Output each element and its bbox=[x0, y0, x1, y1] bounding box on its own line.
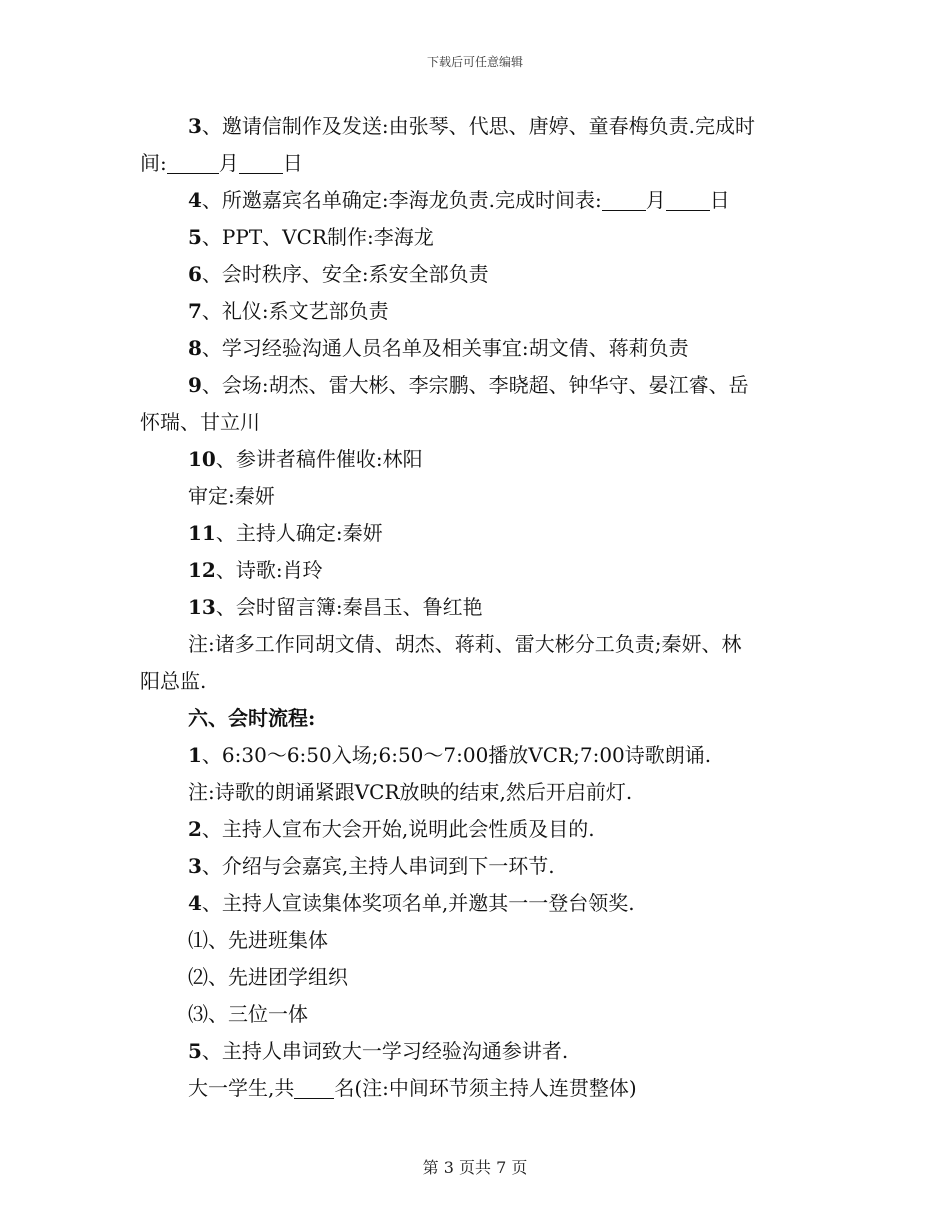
process-2 bbox=[140, 811, 810, 848]
page-footer: 第 3 页共 7 页 bbox=[422, 1158, 528, 1177]
item-text: 、礼仪:系文艺部负责 bbox=[201, 299, 389, 323]
process-1-note bbox=[140, 774, 810, 811]
process-4-sub-3: ⑶、三位一体 bbox=[188, 1002, 308, 1026]
blank-day bbox=[666, 188, 710, 211]
item-10-sub bbox=[140, 478, 810, 515]
item-10 bbox=[140, 441, 810, 478]
item-text: 、会场:胡杰、雷大彬、李宗鹏、李晓超、钟华守、晏江睿、岳 bbox=[201, 373, 749, 397]
item-text: 、PPT、VCR制作:李海龙 bbox=[201, 225, 434, 249]
item-number: 5 bbox=[188, 1039, 202, 1063]
item-number: 11 bbox=[188, 521, 216, 545]
item-number: 2 bbox=[188, 817, 202, 841]
note-line-2 bbox=[140, 663, 810, 700]
item-text: 、主持人确定:秦妍 bbox=[215, 521, 383, 545]
item-number: 12 bbox=[188, 558, 216, 582]
note-line-1 bbox=[140, 626, 810, 663]
item-number: 9 bbox=[188, 373, 202, 397]
blank-month bbox=[602, 188, 646, 211]
item-text: 月 bbox=[645, 188, 666, 212]
item-text: 月 bbox=[218, 151, 239, 175]
process-3 bbox=[140, 848, 810, 885]
item-12 bbox=[140, 552, 810, 589]
item-text: 、学习经验沟通人员名单及相关事宜:胡文倩、蒋莉负责 bbox=[201, 336, 689, 360]
item-4 bbox=[140, 182, 810, 219]
process-5 bbox=[140, 1033, 810, 1070]
item-number: 1 bbox=[188, 743, 202, 767]
page-header: 下载后可任意编辑 bbox=[426, 55, 523, 69]
item-3-line-2 bbox=[140, 145, 810, 182]
item-text: 、主持人宣读集体奖项名单,并邀其一一登台领奖. bbox=[201, 891, 635, 915]
item-text: 间: bbox=[140, 151, 167, 175]
item-13 bbox=[140, 589, 810, 626]
item-5 bbox=[140, 219, 810, 256]
item-number: 10 bbox=[188, 447, 216, 471]
blank-day bbox=[239, 151, 283, 174]
item-9-line-1 bbox=[140, 367, 810, 404]
note-text: 注:诸多工作同胡文倩、胡杰、蒋莉、雷大彬分工负责;秦妍、林 bbox=[188, 632, 742, 656]
item-text: 、介绍与会嘉宾,主持人串词到下一环节. bbox=[201, 854, 555, 878]
item-text: 大一学生,共 bbox=[188, 1076, 295, 1100]
item-number: 3 bbox=[188, 854, 202, 878]
item-number: 7 bbox=[188, 299, 202, 323]
item-number: 3 bbox=[188, 114, 202, 138]
item-3-line-1 bbox=[140, 108, 810, 145]
item-9-line-2 bbox=[140, 404, 810, 441]
process-1 bbox=[140, 737, 810, 774]
item-text: 、所邀嘉宾名单确定:李海龙负责.完成时间表: bbox=[201, 188, 602, 212]
document-body bbox=[140, 108, 810, 1107]
process-4-sub-1: ⑴、先进班集体 bbox=[188, 928, 328, 952]
note-text: 阳总监. bbox=[140, 669, 207, 693]
item-number: 4 bbox=[188, 188, 202, 212]
item-text: 、参讲者稿件催收:林阳 bbox=[215, 447, 423, 471]
item-number: 5 bbox=[188, 225, 202, 249]
item-number: 8 bbox=[188, 336, 202, 360]
item-text: 、主持人串词致大一学习经验沟通参讲者. bbox=[201, 1039, 569, 1063]
item-text: 、诗歌:肖玲 bbox=[215, 558, 323, 582]
item-7 bbox=[140, 293, 810, 330]
item-text: 日 bbox=[709, 188, 730, 212]
process-4 bbox=[140, 885, 810, 922]
item-text: 、主持人宣布大会开始,说明此会性质及目的. bbox=[201, 817, 595, 841]
item-6 bbox=[140, 256, 810, 293]
item-text: 审定:秦妍 bbox=[188, 484, 275, 508]
process-5-detail bbox=[140, 1070, 810, 1107]
note-text: 注:诗歌的朗诵紧跟VCR放映的结束,然后开启前灯. bbox=[188, 780, 633, 804]
item-text: 、会时留言簿:秦昌玉、鲁红艳 bbox=[215, 595, 483, 619]
item-11 bbox=[140, 515, 810, 552]
process-4-sub-2: ⑵、先进团学组织 bbox=[188, 965, 348, 989]
blank-count bbox=[294, 1076, 334, 1099]
section-heading: 六、会时流程: bbox=[188, 706, 316, 730]
item-text: 、6:30～6:50入场;6:50～7:00播放VCR;7:00诗歌朗诵. bbox=[201, 743, 712, 767]
item-number: 13 bbox=[188, 595, 216, 619]
item-text: 、会时秩序、安全:系安全部负责 bbox=[201, 262, 489, 286]
item-text: 、邀请信制作及发送:由张琴、代思、唐婷、童春梅负责.完成时 bbox=[201, 114, 756, 138]
item-text: 日 bbox=[282, 151, 303, 175]
item-text: 名(注:中间环节须主持人连贯整体) bbox=[334, 1076, 637, 1100]
item-number: 6 bbox=[188, 262, 202, 286]
item-8 bbox=[140, 330, 810, 367]
item-number: 4 bbox=[188, 891, 202, 915]
blank-month bbox=[167, 151, 219, 174]
item-text: 怀瑞、甘立川 bbox=[140, 410, 260, 434]
